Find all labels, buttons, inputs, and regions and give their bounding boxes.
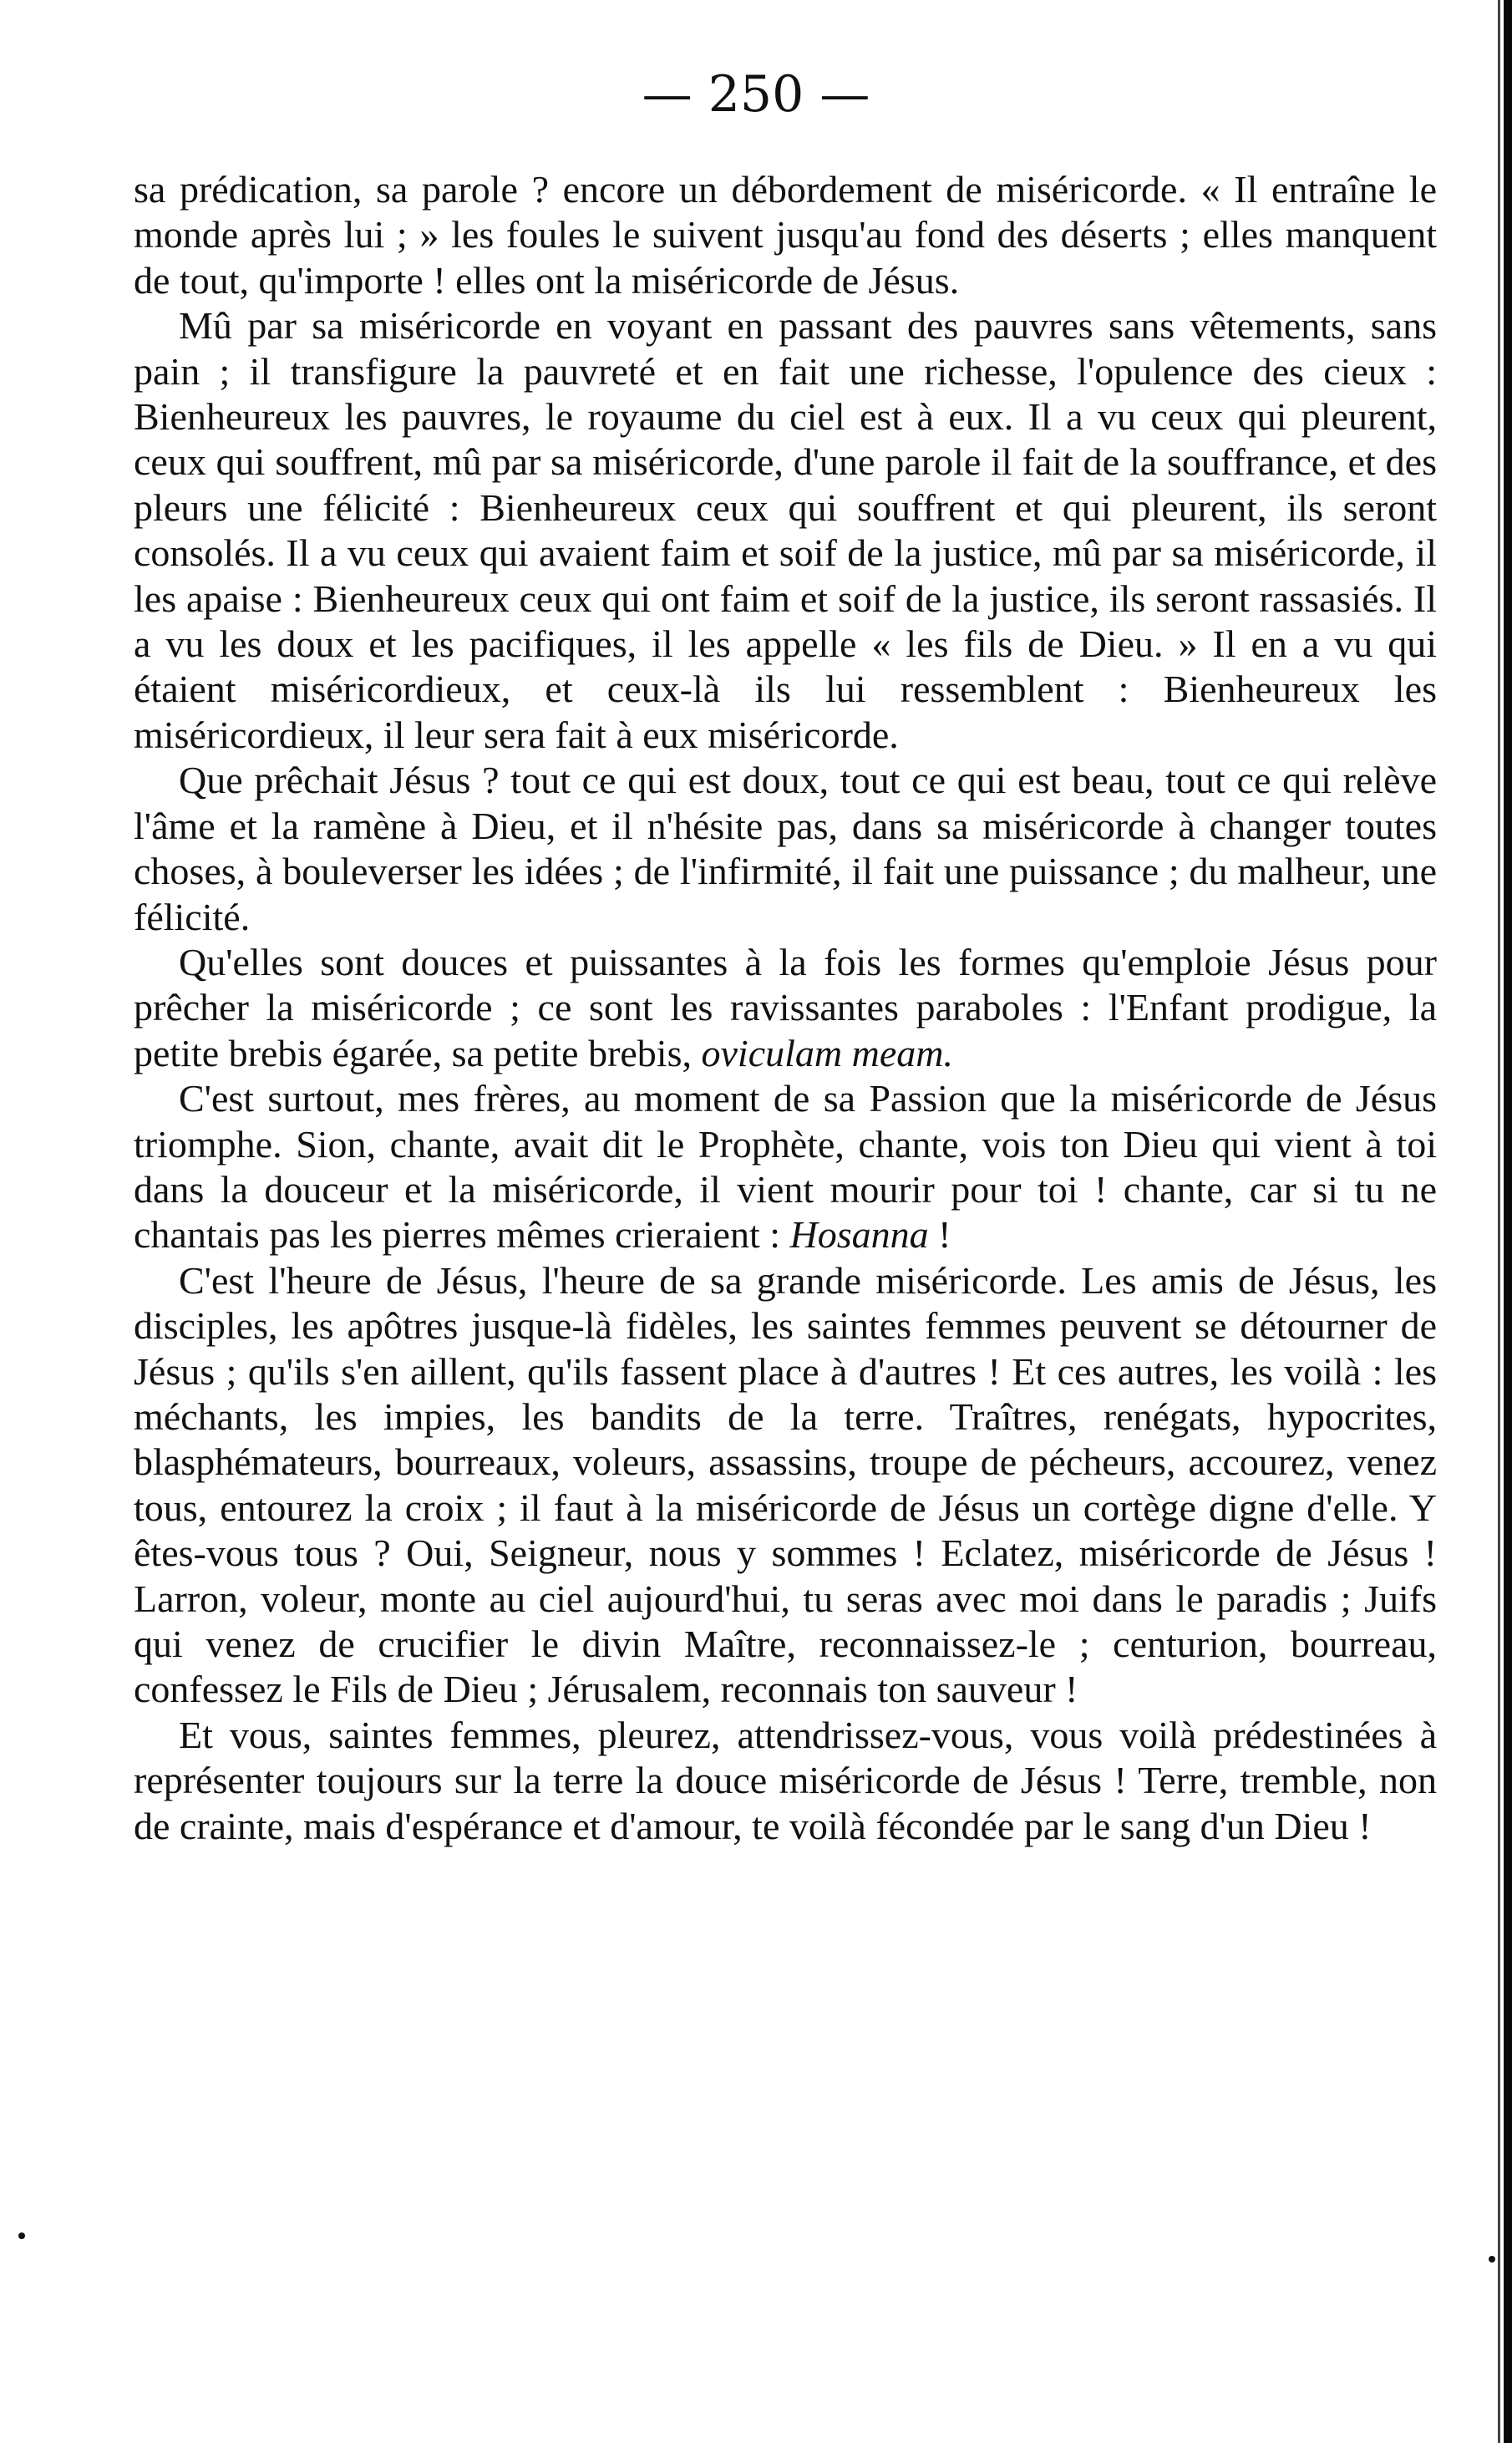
paragraph-7: Et vous, saintes femmes, pleurez, attendrissez-vous, vous voilà prédestinées à représenter toujours sur la terre la douce miséricorde de Jésus ! Terre, tremble, non de crainte, mais d'espérance et d'amour, te voilà fécondée par le sang d'un Dieu ! xyxy=(134,1713,1437,1847)
paragraph-3: Que prêchait Jésus ? tout ce qui est doux, tout ce qui est beau, tout ce qui relève l'âme et la ramène à Dieu, et il n'hésite pas, dans sa miséricorde à changer toutes choses, à bouleverser les idées ; de l'infirmité, il fait une puissance ; du malheur, une félicité. xyxy=(134,759,1437,938)
paragraph-6: C'est l'heure de Jésus, l'heure de sa grande miséricorde. Les amis de Jésus, les disciples, les apôtres jusque-là fidèles, les saintes femmes peuvent se détourner de Jésus ; qu'ils s'en aillent, qu'ils fassent place à d'autres ! Et ces autres, les voilà : les méchants, les impies, les bandits de la terre. Traîtres, renégats, hypocrites, blasphémateurs, bourreaux, voleurs, assassins, troupe de pécheurs, accourez, venez tous, entourez la croix ; il faut à la miséricorde de Jésus un cortège digne d'elle. Y êtes-vous tous ? Oui, Seigneur, nous y sommes ! Eclatez, miséricorde de Jésus ! Larron, voleur, monte au ciel aujourd'hui, tu seras avec moi dans le paradis ; Juifs qui venez de crucifier le divin Maître, reconnaissez-le ; centurion, bourreau, confessez le Fils de Dieu ; Jérusalem, reconnais ton sauveur ! xyxy=(134,1258,1437,1711)
page-edge-line xyxy=(1498,0,1500,2443)
paragraph-4 xyxy=(134,940,1437,1076)
latin-word-hosanna: Hosanna xyxy=(789,1213,929,1257)
paragraph-5-tail: ! xyxy=(928,1213,951,1257)
page-number: — 250 — xyxy=(642,65,870,124)
paragraph-1: sa prédication, sa parole ? encore un débordement de miséricorde. « Il entraîne le monde après lui ; » les foules le suivent jusqu'au fond des déserts ; elles manquent de tout, qu'importe ! elles ont la miséricorde de Jésus. xyxy=(134,168,1437,302)
paragraph-5 xyxy=(134,1076,1437,1258)
body-text xyxy=(134,167,1437,1849)
scan-speck xyxy=(18,2232,25,2239)
paragraph-4-text: Qu'elles sont douces et puissantes à la fois les formes qu'emploie Jésus pour prêcher la miséricorde ; ce sont les ravissantes paraboles : l'Enfant prodigue, la petite brebis égarée, sa petite brebis, xyxy=(134,940,1437,1074)
paragraph-5-text: C'est surtout, mes frères, au moment de sa Passion que la miséricorde de Jésus triomphe. Sion, chante, avait dit le Prophète, chante, vois ton Dieu qui vient à toi dans la douceur et la miséricorde, il vient mourir pour toi ! chante, car si tu ne chantais pas les pierres mêmes crieraient : xyxy=(134,1077,1437,1257)
paragraph-2: Mû par sa miséricorde en voyant en passant des pauvres sans vêtements, sans pain ; il transfigure la pauvreté et en fait une richesse, l'opulence des cieux : Bienheureux les pauvres, le royaume du ciel est à eux. Il a vu ceux qui pleurent, ceux qui souffrent, mû par sa miséricorde, d'une parole il fait de la souffrance, et des pleurs une félicité : Bienheureux ceux qui souffrent et qui pleurent, ils seront consolés. Il a vu ceux qui avaient faim et soif de la justice, mû par sa miséricorde, il les apaise : Bienheureux ceux qui ont faim et soif de la justice, ils seront rassasiés. Il a vu les doux et les pacifiques, il les appelle « les fils de Dieu. » Il en a vu qui étaient miséricordieux, et ceux-là ils lui ressemblent : Bienheureux les miséricordieux, il leur sera fait à eux miséricorde. xyxy=(134,304,1437,756)
latin-quote-oviculam: oviculam meam. xyxy=(701,1031,953,1074)
page-binding-edge xyxy=(1504,0,1512,2443)
scan-speck xyxy=(1489,2256,1495,2263)
